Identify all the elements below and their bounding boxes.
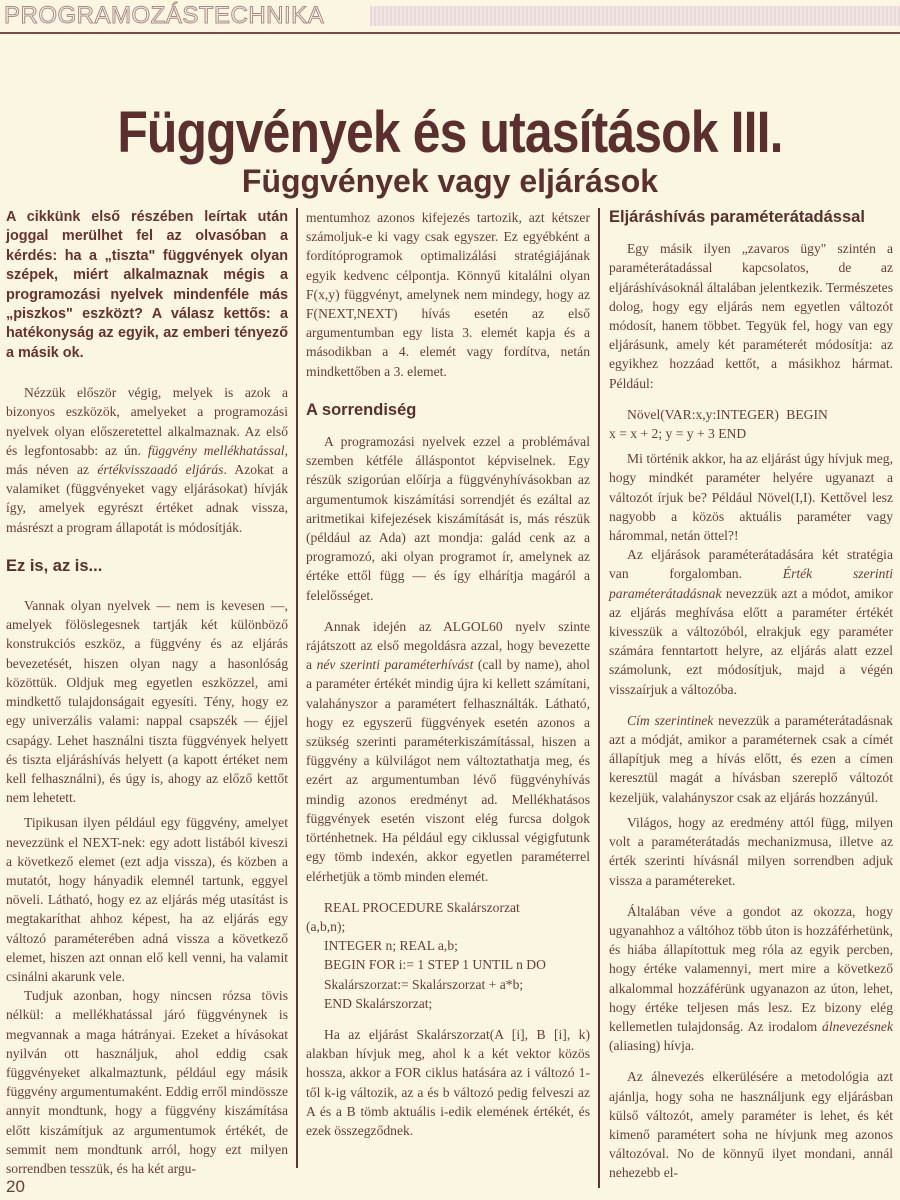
- text-run: nevezzük a paraméterátadásnak azt a módját, amikor a paraméternek csak a címét állapítjuk meg a hívás előtt, és ezen a címen keresztül magát a hívásban szereplő változót kezeljük, valahányszor csak az eljárás hozzányúl.: [609, 712, 893, 805]
- text-run: , más néven az: [6, 442, 288, 478]
- text-run: Az eljárások paraméterátadására két stratégia van forgalomban.: [609, 547, 893, 582]
- header-rule: [0, 32, 900, 34]
- column-divider: [598, 208, 600, 1188]
- paragraph: Tipikusan ilyen például egy függvény, amelyet nevezzünk el NEXT-nek: egy adott listából kiveszi a következő elemet (ezt adja vissza), és közben a mutatót, hogy hányadik elemnél tartunk, eggyel növeli. Látható, hogy ez az eljárás még utasítást is megtakaríthat ahhoz képest, ha az eljárás egy változó paraméterében adná vissza a következő elemet, hiszen azt onnan elő kell venni, ha valamit csinálni akarunk vele.: [6, 815, 288, 984]
- paragraph: mentumhoz azonos kifejezés tartozik, azt kétszer számoljuk-e ki vagy csak egyszer. Ez egyébként a fordítóprogramok optimalizálási stratégiájának egyik kedvenc célpontja. Könnyű kitalálni olyan F(x,y) függvényt, amelynek nem mindegy, hogy az F(NEXT,NEXT) hívás esetén az első argumentumban egy lista 3. elemét kapja és a másodikban a 4. elemét vagy fordítva, netán mindkettőben a 3. elemet.: [306, 210, 590, 379]
- text-run: . Azokat a valamiket (függvényeket vagy eljárásokat) hívják így, amelyek egyrészt értéket adnak vissza, másrészt a program állapotát is módosítják.: [6, 462, 288, 535]
- paragraph: Az álnevezés elkerülésére a metodológia azt ajánlja, hogy soha ne használjunk egy eljárásban külső változót, amely paraméter is lehet, és két kimenő paramétert soha ne hívjunk meg azonos változóval. No de könnyű ilyet mondani, annál nehezebb el-: [609, 1069, 893, 1181]
- paragraph: Vannak olyan nyelvek — nem is kevesen —, amelyek fölöslegesnek tartják két különböző konstrukciós eszköz, a függvény és az eljárás bevezetését, hiszen olyan nagy a hasonlóság közöttük. Oldjuk meg egyetlen eszközzel, ami mindkettő tulajdonságait egyesíti. Tény, hogy ez egy univerzális valami: nappal csapszék — éjjel csapágy. Lehet használni tiszta függvények helyett és tiszta eljáráshívás helyett (a kapott értéket nem kell felhasználni), és úgy is, ahogy az előző kettőt nem lehetett.: [6, 598, 288, 806]
- column-divider: [296, 208, 298, 1168]
- code-line: x = x + 2; y = y + 3 END: [609, 426, 747, 442]
- page-number: 20: [6, 1177, 25, 1196]
- code-line: BEGIN FOR i:= 1 STEP 1 UNTIL n DO: [324, 957, 546, 973]
- emphasis: Érték szerinti paraméterátadásnak: [609, 566, 893, 601]
- paragraph: [609, 902, 893, 1056]
- code-line: INTEGER n; REAL a,b;: [324, 938, 458, 954]
- emphasis: Cím szerintinek: [627, 712, 714, 728]
- code-listing: [609, 405, 893, 443]
- code-line: Növel(VAR:x,y:INTEGER) BEGIN: [627, 406, 828, 422]
- paragraph: Tudjuk azonban, hogy nincsen rózsa tövis nélkül: a mellékhatással járó függvénynek is megvannak a maga hátrányai. Ezeket a hívásokat nyilván ott használjuk, ahol eddig csak függvényeket alkalmaztunk, például egy másik függvény argumentumaként. Eddig erről mindössze annyit mondtunk, hogy a függvény kiszámítása előtt kiszámítjuk az argumentumok értékét, de semmit nem mondtunk arról, hogy ezt milyen sorrendben tesszük, és ha két argu-: [6, 988, 288, 1176]
- emphasis: függvény mellékhatással: [147, 442, 285, 458]
- code-listing: [306, 898, 590, 1013]
- text-run: (call by name), ahol a paraméter értékét mindig újra ki kellett számítani, valahányszor a paramétert felhasználták. Látható, hogy ez egyszerű függvények esetén azonos a szükség szerinti paraméterkiszámítással, hiszen a függvény a külvilágot nem változtathatja meg, és ezért az argumentumban lévő függvényhívás mindig azonos eredményt ad. Mellékhatásos függvények esetén viszont elég furcsa dolgok történhetnek. Ha például egy ciklussal végigfutunk egy tömb indexén, akkor egyetlen paraméterrel elérhetjük a tömb minden elemét.: [306, 657, 590, 884]
- section-heading: Eljáráshívás paraméterátadással: [609, 208, 865, 226]
- paragraph: A programozási nyelvek ezzel a problémával szemben kétféle álláspontot képviselnek. Egy részük szigorúan előírja a függvényhívásokban az argumentumok kiszámítási sorrendjét és ezáltal az aritmetikai kifejezések kiszámítását is, más részük (például az Ada) azt mondja: galád cenk az a programozó, aki olyan programot ír, amelynek az értéke ettől függ — és így elhárítja magáról a felelősséget.: [306, 434, 590, 603]
- section-heading: Ez is, az is...: [6, 556, 103, 575]
- code-line: (a,b,n);: [306, 918, 346, 934]
- column-1: [6, 208, 288, 1178]
- text-run: Nézzük először végig, melyek is azok a bizonyos eszközök, amelyeket a programozási nyelvek olyan előszeretettel alkalmaznak. Az első és legfontosabb: az ún.: [6, 385, 288, 458]
- paragraph: [306, 617, 590, 886]
- paragraph: Ha az eljárást Skalárszorzat(A [i], B [i], k) alakban hívjuk meg, ahol k a két vektor közös hossza, akkor a FOR ciklus hatására az i változó 1-től k-ig változik, az a és b változó pedig felveszi az A és a B tömb aktuális i-edik elemének értékét, és ezek összegződnek.: [306, 1026, 590, 1138]
- section-name: PROGRAMOZÁSTECHNIKA: [4, 2, 325, 29]
- article-subtitle: Függvények vagy eljárások: [241, 162, 659, 199]
- article-title: Függvények és utasítások III.: [117, 99, 783, 165]
- paragraph: Egy másik ilyen „zavaros ügy" szintén a paraméterátadással kapcsolatos, de az eljáráshívásoknál általában jelentkezik. Természetes dolog, hogy egy eljárás nem egyetlen változót módosít, hanem többet. Tegyük fel, hogy van egy eljárásunk, amely két paraméterét módosítja: az egyikhez hozzáad kettőt, a másikhoz hármat. Például:: [609, 241, 893, 391]
- emphasis: álnevezésnek: [822, 1018, 893, 1034]
- code-line: REAL PROCEDURE Skalárszorzat: [324, 899, 520, 915]
- paragraph: Világos, hogy az eredmény attól függ, milyen volt a paraméterátadás mechanizmusa, illetve az érték szerinti hívásnál milyen sorrendben adjuk vissza a paramétereket.: [609, 814, 893, 888]
- text-run: (aliasing) hívja.: [609, 1038, 695, 1054]
- emphasis: értékvisszaadó eljárás: [97, 462, 224, 478]
- paragraph: [609, 545, 893, 699]
- text-run: nevezzük azt a módot, amikor az eljárás meghívása előtt a paraméter értékét kivesszük a változóból, elrakjuk egy paraméter számára fenntartott helyre, az eljárás alatt ezzel számolunk, ezt módosítjuk, majd a végén visszaírjuk a változóba.: [609, 585, 893, 697]
- text-run: Általában véve a gondot az okozza, hogy ugyanahhoz a váltóhoz több úton is hozzáférhetünk, és hiába állapítottuk meg róla az egyik percben, hogy értéke valamennyi, mert mire a következő alkalommal hozzáférünk ugyanazon az úton, lehet, hogy értéke teljesen más lesz. Ez bizony elég kellemetlen tulajdonság. Az irodalom: [609, 903, 893, 1034]
- code-line: END Skalárszorzat;: [324, 995, 433, 1011]
- column-2: [306, 208, 590, 1140]
- paragraph: [609, 711, 893, 807]
- column-3: [609, 208, 893, 1183]
- section-heading: A sorrendiség: [306, 400, 417, 419]
- emphasis: név szerinti paraméterhívást: [316, 657, 474, 673]
- code-line: Skalárszorzat:= Skalárszorzat + a*b;: [324, 976, 524, 992]
- paragraph: [6, 383, 288, 537]
- text-run: Annak idején az ALGOL60 nyelv szinte rájátszott az első megoldásra azzal, hogy bevezette a: [306, 618, 590, 673]
- paragraph: Mi történik akkor, ha az eljárást úgy hívjuk meg, hogy mindkét paraméter helyére ugyanazt a változót írjuk be? Például Növel(I,I). Kettővel lesz nagyobb a közös aktuális paraméter vagy hárommal, netán öttel?!: [609, 451, 893, 544]
- header-band: [370, 6, 900, 26]
- lead-paragraph: A cikkünk első részében leírtak után joggal merülhet fel az olvasóban a kérdés: ha a „tiszta" függvények olyan szépek, miért alkalmaznak mégis a programozási nyelvek mindenféle más „piszkos" eszközt? A válasz kettős: a hatékonyság az egyik, az emberi tényező a másik ok.: [6, 209, 288, 361]
- section-header: [0, 0, 900, 34]
